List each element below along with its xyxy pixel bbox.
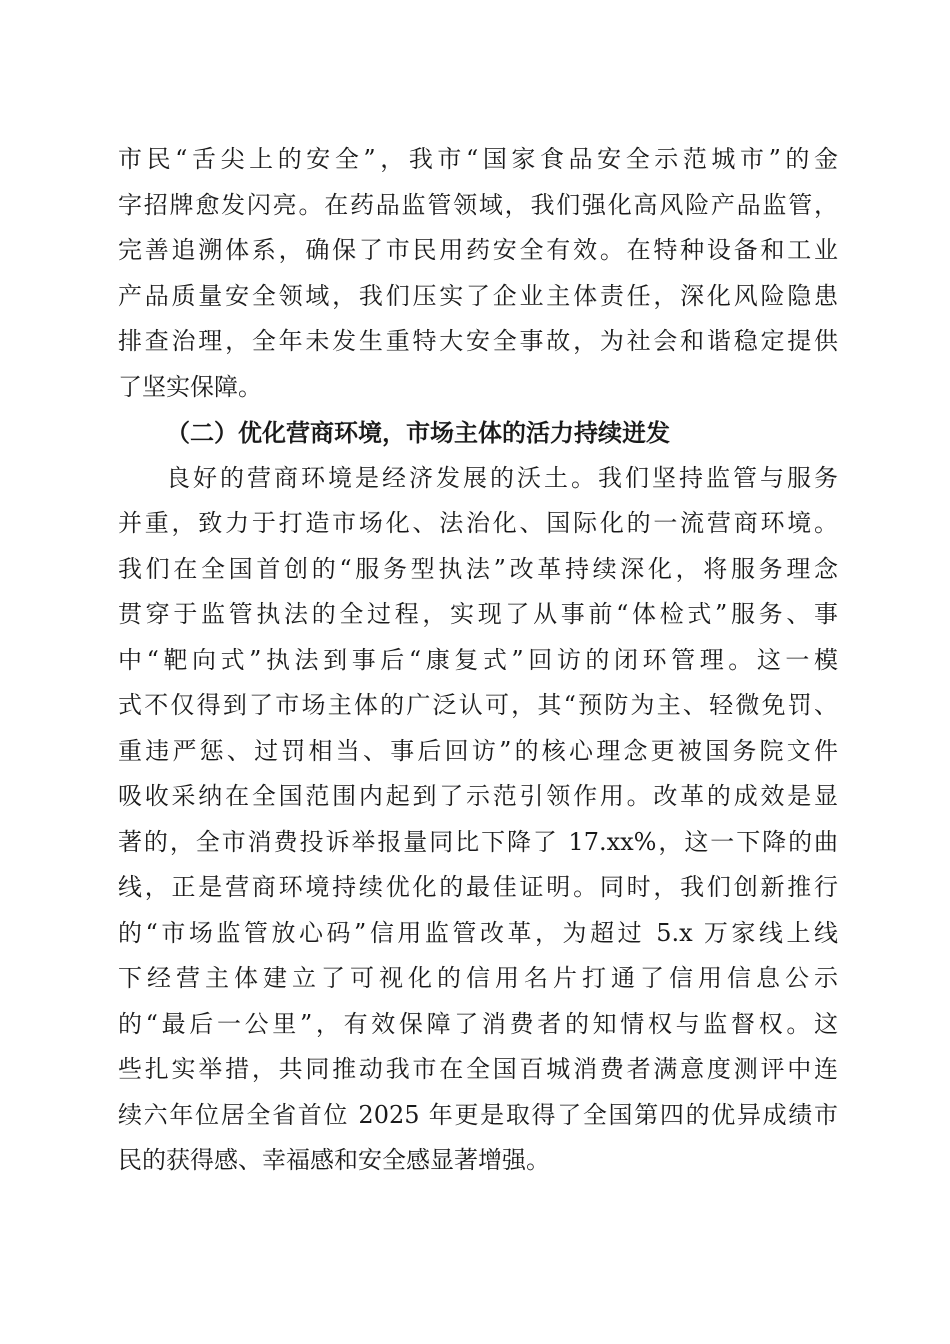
text-line: 吸收采纳在全国范围内起到了示范引领作用。改革的成效是显: [118, 782, 838, 810]
text-line: 的“最后一公里”，有效保障了消费者的知情权与监督权。这: [118, 1009, 838, 1038]
text-line: 完善追溯体系，确保了市民用药安全有效。在特种设备和工业: [118, 236, 838, 264]
document-body: [118, 137, 838, 1184]
text-line: 的“市场监管放心码”信用监管改革，为超过 5.x 万家线上线: [118, 918, 838, 947]
text-line: 式不仅得到了市场主体的广泛认可，其“预防为主、轻微免罚、: [118, 691, 838, 719]
text-line: 了坚实保障。: [118, 372, 262, 401]
section-heading: （二）优化营商环境，市场主体的活力持续迸发: [166, 418, 670, 447]
text-line: 中“靶向式”执法到事后“康复式”回访的闭环管理。这一模: [118, 645, 838, 674]
text-line: 良好的营商环境是经济发展的沃土。我们坚持监管与服务: [166, 463, 838, 492]
text-line: 产品质量安全领域，我们压实了企业主体责任，深化风险隐患: [118, 281, 838, 310]
text-line: 续六年位居全省首位 2025 年更是取得了全国第四的优异成绩市: [118, 1100, 838, 1129]
text-line: 民的获得感、幸福感和安全感显著增强。: [118, 1146, 550, 1174]
text-line: 我们在全国首创的“服务型执法”改革持续深化，将服务理念: [118, 554, 838, 583]
text-line: 些扎实举措，共同推动我市在全国百城消费者满意度测评中连: [118, 1055, 838, 1083]
text-line: 市民“舌尖上的安全”，我市“国家食品安全示范城市”的金: [118, 145, 838, 173]
text-line: 线，正是营商环境持续优化的最佳证明。同时，我们创新推行: [118, 873, 838, 901]
text-line: 排查治理，全年未发生重特大安全事故，为社会和谐稳定提供: [118, 327, 838, 355]
text-line: 字招牌愈发闪亮。在药品监管领域，我们强化高风险产品监管，: [118, 190, 838, 219]
paragraph-business-environment: [118, 456, 838, 1184]
text-line: 重违严惩、过罚相当、事后回访”的核心理念更被国务院文件: [118, 736, 838, 765]
text-line: 贯穿于监管执法的全过程，实现了从事前“体检式”服务、事: [118, 600, 838, 628]
paragraph-food-drug-safety: [118, 137, 838, 410]
text-line: 并重，致力于打造市场化、法治化、国际化的一流营商环境。: [118, 509, 838, 537]
text-line: 下经营主体建立了可视化的信用名片打通了信用信息公示: [118, 964, 838, 992]
text-line: 著的，全市消费投诉举报量同比下降了 17.xx%，这一下降的曲: [118, 827, 838, 856]
